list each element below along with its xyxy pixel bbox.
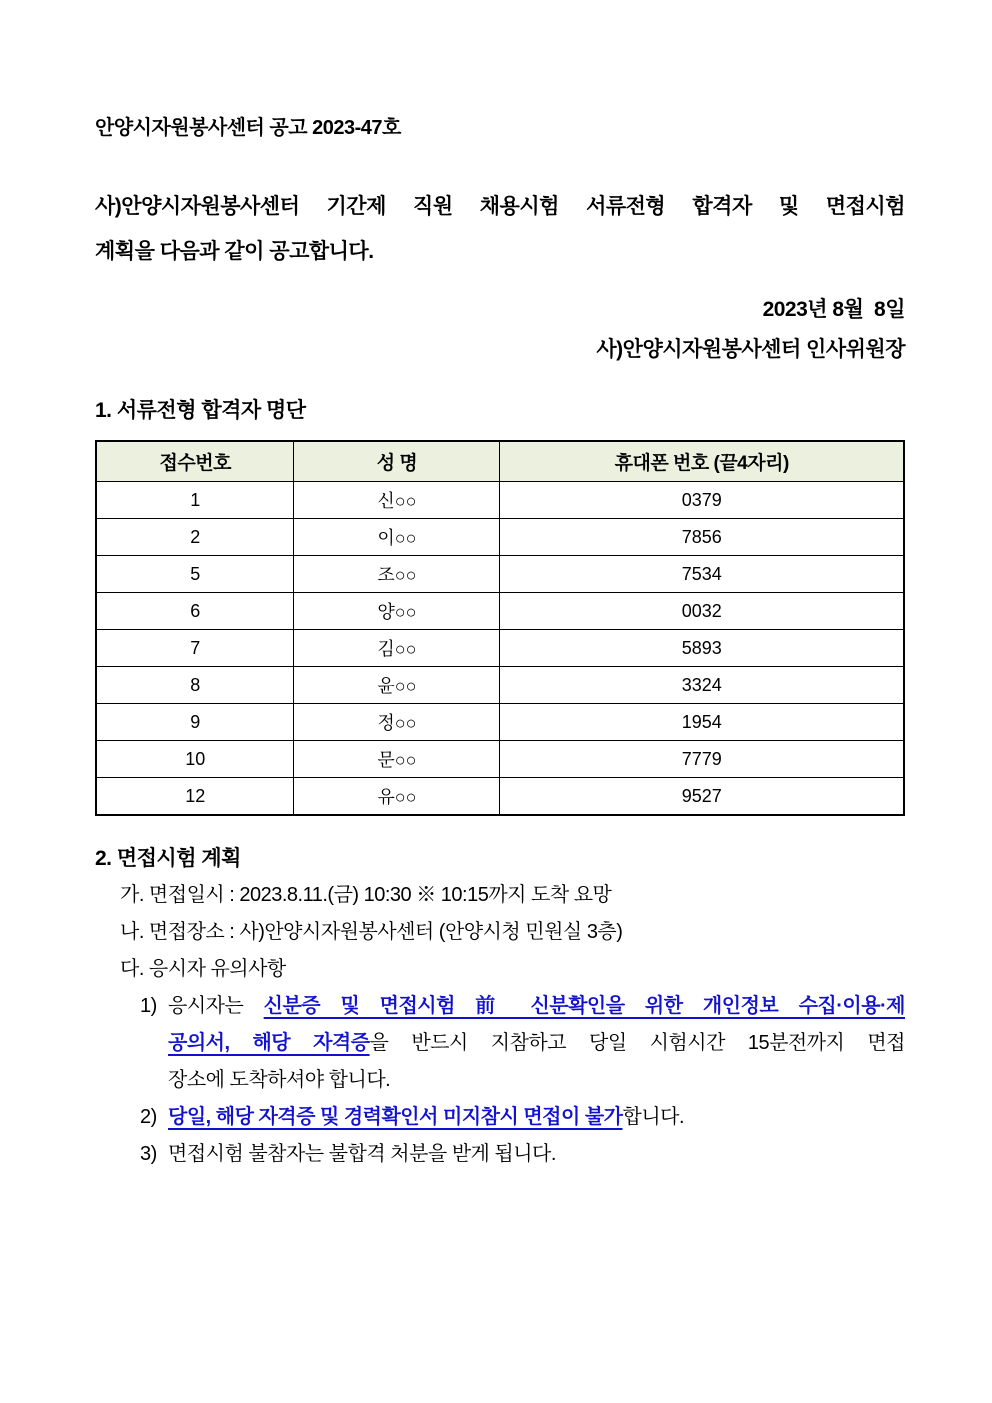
table-row — [96, 519, 904, 556]
table-header-name: 성 명 — [294, 441, 500, 482]
table-cell: 3324 — [500, 667, 904, 704]
table-cell: 1 — [96, 482, 294, 519]
interview-location: 나. 면접장소 : 사)안양시자원봉사센터 (안양시청 민원실 3층) — [120, 921, 623, 943]
notes-list — [95, 988, 905, 1173]
table-cell: 신○○ — [294, 482, 500, 519]
note-number: 3) — [140, 1143, 157, 1165]
table-cell: 5 — [96, 556, 294, 593]
interview-plan-list — [95, 877, 905, 988]
table-cell: 0379 — [500, 482, 904, 519]
section1-title: 1. 서류전형 합격자 명단 — [95, 399, 306, 422]
table-cell: 10 — [96, 741, 294, 778]
table-header-row — [96, 441, 904, 482]
note-text: 면접시험 불참자는 불합격 처분을 받게 됩니다. — [168, 1143, 556, 1165]
section2-title: 2. 면접시험 계획 — [95, 847, 241, 870]
note-item — [140, 1099, 905, 1136]
table-row — [96, 556, 904, 593]
note-text: 합니다. — [622, 1106, 685, 1128]
note-text: 을 반드시 지참하고 당일 시험시간 15분전까지 면접 — [369, 1032, 905, 1054]
note-line — [168, 1136, 905, 1173]
intro-paragraph — [95, 184, 905, 274]
note-line — [168, 1099, 905, 1136]
table-cell: 8 — [96, 667, 294, 704]
table-cell: 9527 — [500, 778, 904, 816]
announcement-date: 2023년 8월 8일 — [762, 298, 905, 321]
note-number: 1) — [140, 995, 157, 1017]
pass-list-table — [95, 440, 905, 816]
table-cell: 조○○ — [294, 556, 500, 593]
table-header-recv-no: 접수번호 — [96, 441, 294, 482]
table-cell: 0032 — [500, 593, 904, 630]
note-number: 2) — [140, 1106, 157, 1128]
table-cell: 12 — [96, 778, 294, 816]
table-cell: 6 — [96, 593, 294, 630]
note-body — [168, 1099, 905, 1136]
table-cell: 김○○ — [294, 630, 500, 667]
note-line — [168, 1025, 905, 1062]
table-cell: 7856 — [500, 519, 904, 556]
note-body — [168, 1136, 905, 1173]
note-item — [140, 988, 905, 1099]
note-text: 장소에 도착하셔야 합니다. — [168, 1069, 391, 1091]
note-text: 응시자는 — [168, 995, 264, 1017]
table-cell: 양○○ — [294, 593, 500, 630]
table-cell: 정○○ — [294, 704, 500, 741]
note-emphasis-text: 공의서, 해당 자격증 — [168, 1032, 370, 1054]
table-cell: 윤○○ — [294, 667, 500, 704]
table-cell: 이○○ — [294, 519, 500, 556]
table-row — [96, 482, 904, 519]
table-row — [96, 778, 904, 816]
table-cell: 9 — [96, 704, 294, 741]
note-line — [168, 988, 905, 1025]
note-line — [168, 1062, 905, 1099]
table-row — [96, 593, 904, 630]
table-cell: 2 — [96, 519, 294, 556]
note-emphasis-text: 신분증 및 면접시험 前 신분확인을 위한 개인정보 수집·이용·제 — [263, 995, 905, 1017]
table-cell: 유○○ — [294, 778, 500, 816]
table-body — [96, 482, 904, 816]
applicant-notices-label: 다. 응시자 유의사항 — [120, 958, 286, 980]
table-cell: 7534 — [500, 556, 904, 593]
signer: 사)안양시자원봉사센터 인사위원장 — [596, 338, 905, 361]
table-cell: 문○○ — [294, 741, 500, 778]
table-header-phone: 휴대폰 번호 (끝4자리) — [500, 441, 904, 482]
table-row — [96, 704, 904, 741]
table-row — [96, 741, 904, 778]
table-row — [96, 667, 904, 704]
table-cell: 5893 — [500, 630, 904, 667]
notice-number: 안양시자원봉사센터 공고 2023-47호 — [95, 117, 401, 139]
table-cell: 7 — [96, 630, 294, 667]
table-cell: 1954 — [500, 704, 904, 741]
intro-line-2: 계획을 다음과 같이 공고합니다. — [95, 240, 374, 263]
note-item — [140, 1136, 905, 1173]
table-row — [96, 630, 904, 667]
intro-line-1: 사)안양시자원봉사센터 기간제 직원 채용시험 서류전형 합격자 및 면접시험 — [95, 195, 905, 218]
note-emphasis-text: 당일, 해당 자격증 및 경력확인서 미지참시 면접이 불가 — [168, 1106, 623, 1128]
table-cell: 7779 — [500, 741, 904, 778]
note-body — [168, 988, 905, 1099]
interview-datetime: 가. 면접일시 : 2023.8.11.(금) 10:30 ※ 10:15까지 도착 요망 — [120, 884, 612, 906]
